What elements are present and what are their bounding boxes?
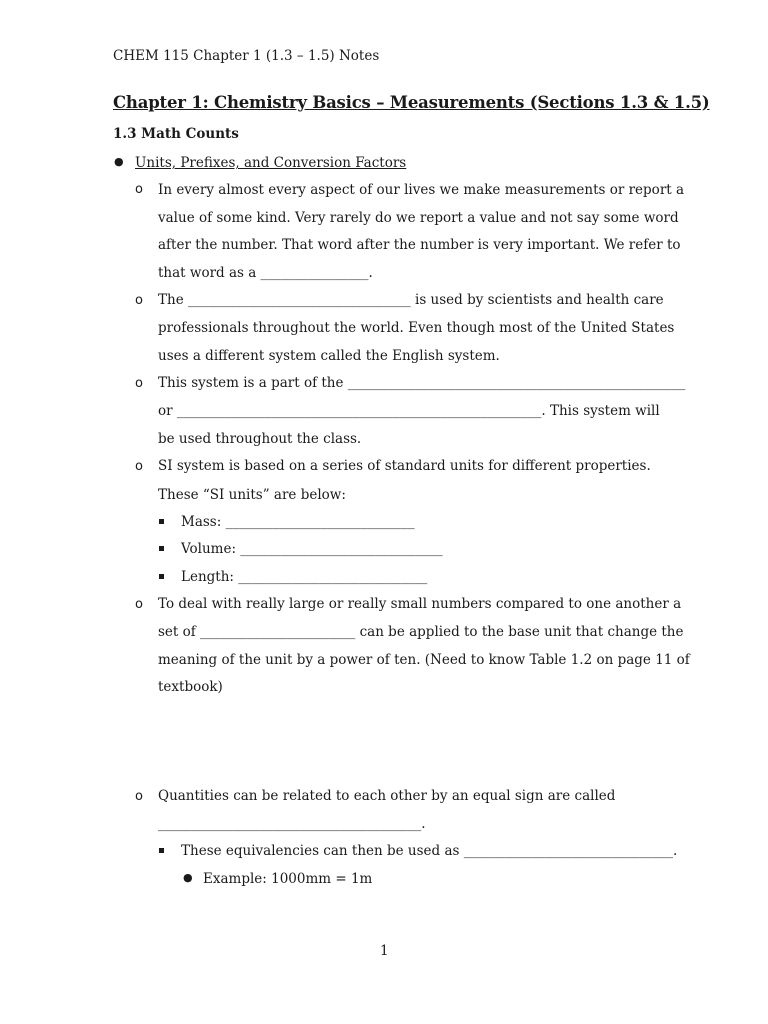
paragraph-line: This system is a part of the __________________________________________________ [158,375,686,391]
section-heading: 1.3 Math Counts [113,126,239,142]
paragraph-line: be used throughout the class. [158,431,362,447]
topic-heading: Units, Prefixes, and Conversion Factors [135,155,407,171]
circle-bullet-icon: o [135,293,143,308]
paragraph-line: professionals throughout the world. Even though most of the United States [158,320,675,336]
paragraph-line: SI system is based on a series of standard units for different properties. [158,458,651,474]
si-unit-length: Length: ____________________________ [181,569,428,585]
square-bullet-icon [159,574,164,579]
square-bullet-icon [159,519,164,524]
paragraph-line: To deal with really large or really small numbers compared to one another a [158,596,682,612]
paragraph-line: In every almost every aspect of our lives we make measurements or report a [158,182,685,198]
paragraph-line: uses a different system called the English system. [158,348,500,364]
running-header: CHEM 115 Chapter 1 (1.3 – 1.5) Notes [113,48,380,64]
paragraph-line: Quantities can be related to each other by an equal sign are called [158,788,616,804]
paragraph-line: textbook) [158,679,223,695]
paragraph-line: The _________________________________ is used by scientists and health care [158,292,664,308]
square-bullet-icon [159,848,164,853]
circle-bullet-icon: o [135,597,143,612]
example-line: Example: 1000mm = 1m [203,871,373,887]
paragraph-line: meaning of the unit by a power of ten. (Need to know Table 1.2 on page 11 of [158,652,690,668]
page-number: 1 [380,943,389,959]
paragraph-line: These “SI units” are below: [158,487,346,503]
circle-bullet-icon: o [135,376,143,391]
paragraph-line: or ______________________________________________________. This system will [158,403,660,419]
paragraph-line: after the number. That word after the number is very important. We refer to [158,237,681,253]
paragraph-line: that word as a ________________. [158,265,373,281]
chapter-title: Chapter 1: Chemistry Basics – Measurements (Sections 1.3 & 1.5) [113,93,710,112]
disc-bullet-icon: ● [183,871,193,884]
si-unit-mass: Mass: ____________________________ [181,514,415,530]
circle-bullet-icon: o [135,789,143,804]
si-unit-volume: Volume: ______________________________ [181,541,443,557]
paragraph-line: set of _______________________ can be applied to the base unit that change the [158,624,684,640]
disc-bullet-icon: ● [114,155,124,168]
circle-bullet-icon: o [135,182,143,197]
equivalencies-line: These equivalencies can then be used as _______________________________. [181,843,678,859]
square-bullet-icon [159,546,164,551]
paragraph-line: _______________________________________. [158,816,426,832]
paragraph-line: value of some kind. Very rarely do we report a value and not say some word [158,210,679,226]
circle-bullet-icon: o [135,459,143,474]
